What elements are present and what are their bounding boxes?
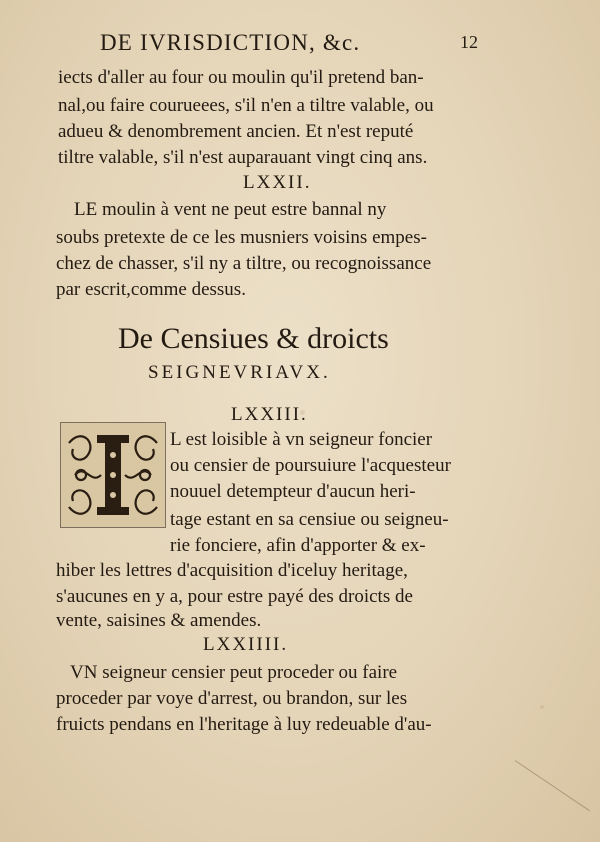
- text-line: chez de chasser, s'il ny a tiltre, ou recognoissance: [56, 253, 432, 274]
- section-heading: De Censiues & droicts: [118, 322, 389, 355]
- foxing-spot: [540, 705, 544, 709]
- text-line: soubs pretexte de ce les musniers voisins empes-: [56, 227, 427, 248]
- running-header: [100, 30, 520, 64]
- text-line: iects d'aller au four ou moulin qu'il pretend ban-: [58, 67, 424, 88]
- article-number: LXXIII.: [231, 404, 308, 425]
- text-line: VN seigneur censier peut proceder ou faire: [70, 662, 398, 683]
- text-line: proceder par voye d'arrest, ou brandon, sur les: [56, 688, 408, 709]
- text-line: nouuel detempteur d'aucun heri-: [170, 481, 416, 502]
- text-line: L est loisible à vn seigneur foncier: [170, 429, 433, 450]
- text-line: tiltre valable, s'il n'est auparauant vingt cinq ans.: [58, 147, 428, 168]
- running-title: DE IVRISDICTION, &c.: [100, 30, 361, 55]
- text-line: adueu & denombrement ancien. Et n'est reputé: [58, 121, 414, 142]
- paper-crease: [515, 760, 590, 811]
- text-line: s'aucunes en y a, pour estre payé des droicts de: [56, 586, 413, 607]
- section-subheading: SEIGNEVRIAVX.: [148, 362, 331, 383]
- text-line: ou censier de poursuiure l'acquesteur: [170, 455, 451, 476]
- text-line: LE moulin à vent ne peut estre bannal ny: [74, 199, 387, 220]
- text-line: rie fonciere, afin d'apporter & ex-: [170, 535, 426, 556]
- article-number: LXXII.: [243, 172, 312, 193]
- text-line: fruicts pendans en l'heritage à luy redeuable d'au-: [56, 714, 432, 735]
- decorated-initial: [60, 422, 166, 528]
- text-line: hiber les lettres d'acquisition d'iceluy heritage,: [56, 560, 408, 581]
- article-number: LXXIIII.: [203, 634, 289, 655]
- text-line: par escrit,comme dessus.: [56, 279, 246, 300]
- ornament-icon: [61, 423, 165, 527]
- page-number: 12: [460, 32, 478, 52]
- text-line: nal,ou faire courueees, s'il n'en a tiltre valable, ou: [58, 95, 434, 116]
- text-line: vente, saisines & amendes.: [56, 610, 262, 631]
- text-line: tage estant en sa censiue ou seigneu-: [170, 509, 449, 530]
